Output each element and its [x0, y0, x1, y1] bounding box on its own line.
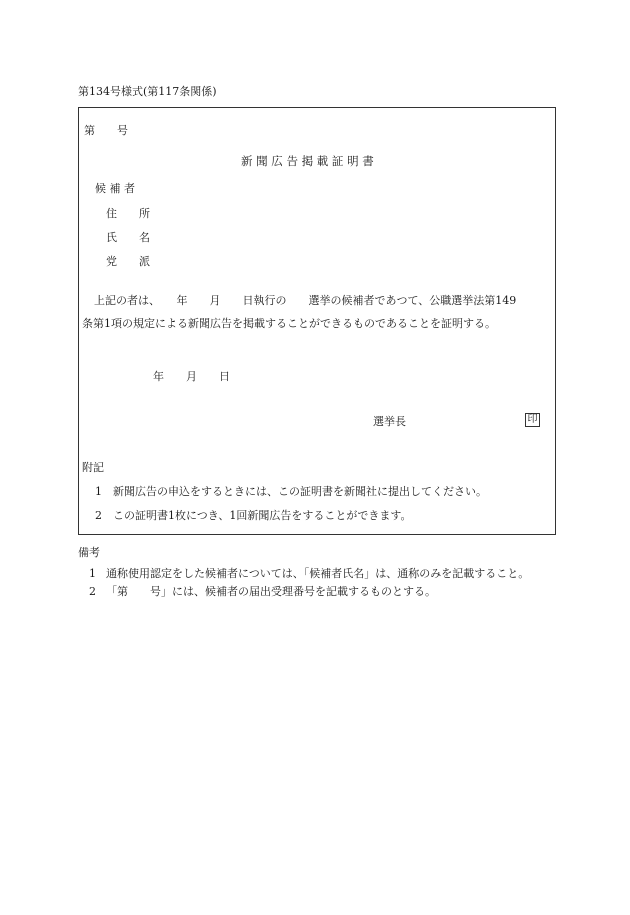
appendix-item-1-text: 新聞広告の申込をするときには、この証明書を新聞社に提出してください。	[113, 485, 487, 498]
remarks-title: 備考	[78, 546, 100, 559]
appendix-item-2-text: この証明書1枚につき、1回新聞広告をすることができます。	[113, 509, 412, 522]
body-text-line-2: 条第1項の規定による新聞広告を掲載することができるものであることを証明する。	[82, 317, 496, 330]
signer-label: 選挙長	[373, 415, 406, 428]
appendix-title: 附記	[82, 461, 104, 474]
body-text-line-1: 上記の者は、 年 月 日執行の 選挙の候補者であつて、公職選挙法第149	[94, 294, 517, 307]
appendix-item-2-number: 2	[95, 509, 102, 522]
remarks-item-1-text: 通称使用認定をした候補者については、「候補者氏名」は、通称のみを記載すること。	[106, 567, 530, 580]
certificate-number: 第 号	[84, 124, 128, 137]
candidate-label: 候 補 者	[95, 182, 135, 195]
issue-date: 年 月 日	[153, 370, 230, 383]
name-label: 氏 名	[106, 231, 150, 244]
appendix-item-1-number: 1	[95, 485, 102, 498]
remarks-item-2-number: 2	[89, 585, 96, 598]
certificate-title: 新 聞 広 告 掲 載 証 明 書	[241, 154, 374, 168]
remarks-item-2-text: 「第 号」には、候補者の届出受理番号を記載するものとする。	[106, 585, 436, 598]
seal-mark: 印	[525, 413, 540, 427]
party-label: 党 派	[106, 255, 150, 268]
address-label: 住 所	[106, 207, 150, 220]
remarks-item-1-number: 1	[89, 567, 96, 580]
form-number: 第134号様式(第117条関係)	[78, 85, 217, 98]
